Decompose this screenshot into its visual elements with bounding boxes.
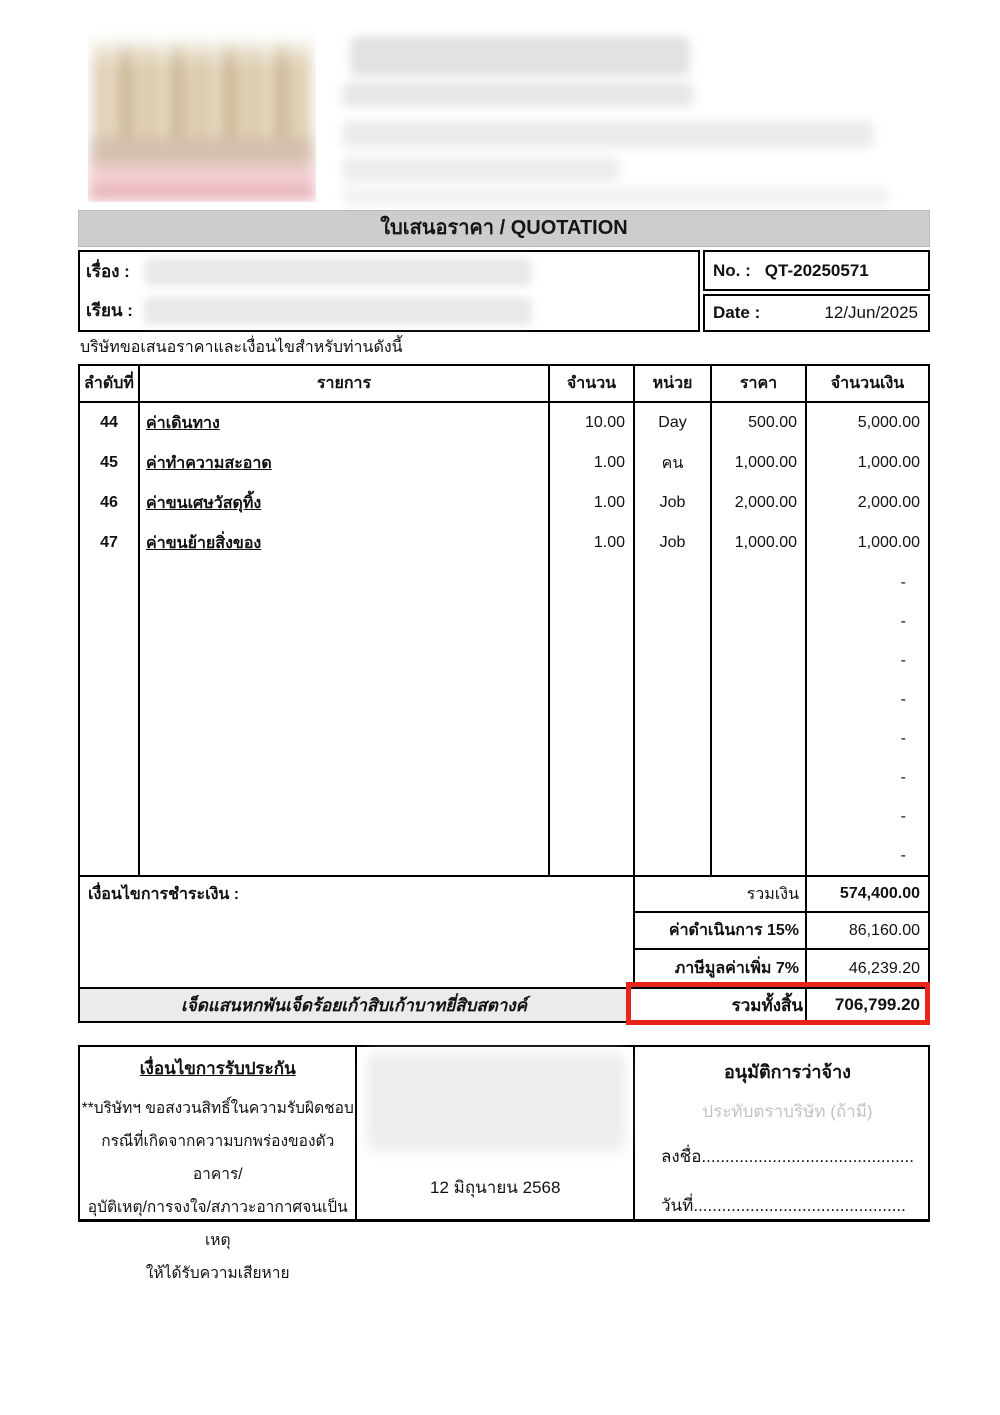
signature-box: [357, 1047, 634, 1219]
quotation-number-value: QT-20250571: [764, 260, 869, 280]
col-header-qty: จำนวน: [550, 366, 635, 401]
subject-value-redacted: [144, 258, 532, 286]
warranty-box: [80, 1047, 357, 1282]
warranty-line: อุบัติเหตุ/การจงใจ/สภาวะอากาศจนเป็นเหตุ: [87, 1199, 348, 1249]
table-row-empty: [80, 719, 928, 758]
empty-amount-dash: -: [900, 846, 906, 864]
empty-amount-dash: -: [900, 690, 906, 708]
vat-value: 46,239.20: [848, 959, 920, 977]
empty-amount-dash: -: [900, 729, 906, 747]
signature-date: 12 มิถุนายน 2568: [430, 1178, 561, 1197]
col-header-unit: หน่วย: [635, 366, 712, 401]
table-row: [80, 403, 928, 443]
subject-row: [80, 252, 698, 291]
warranty-line: ให้ได้รับความเสียหาย: [145, 1265, 290, 1282]
table-row-empty: [80, 758, 928, 797]
company-contact-redacted: [342, 157, 620, 182]
operation-fee-value: 86,160.00: [807, 913, 928, 950]
table-row: [80, 443, 928, 483]
grand-total-label: รวมทั้งสิ้น: [630, 989, 807, 1021]
row-amount: 1,000.00: [857, 454, 920, 471]
quotation-number-label: No. :: [713, 260, 751, 280]
warranty-line: **บริษัทฯ ขอสงวนสิทธิ์ในความรับผิดชอบ: [81, 1100, 354, 1117]
warranty-line: กรณีที่เกิดจากความบกพร่องของตัวอาคาร/: [101, 1133, 335, 1183]
col-header-amount: จำนวนเงิน: [830, 375, 905, 392]
company-stamp-hint: ประทับตราบริษัท (ถ้ามี): [702, 1102, 873, 1121]
row-item: ค่าขนเศษวัสดุทิ้ง: [140, 483, 550, 523]
row-amount: 1,000.00: [857, 534, 920, 551]
col-header-index: ลำดับที่: [80, 366, 140, 401]
table-body: [80, 403, 928, 875]
table-row: [80, 483, 928, 523]
table-row-empty: [80, 602, 928, 641]
row-qty: 1.00: [550, 483, 635, 523]
table-row-empty: [80, 836, 928, 875]
row-unit: คน: [635, 443, 712, 483]
company-name-redacted: [350, 36, 690, 76]
row-amount: 2,000.00: [857, 494, 920, 511]
header-subject-box: [78, 250, 700, 332]
signature-redacted: [367, 1053, 625, 1151]
row-index: 47: [80, 523, 140, 563]
row-qty: 1.00: [550, 443, 635, 483]
table-row-empty: [80, 680, 928, 719]
table-row-empty: [80, 641, 928, 680]
row-item: ค่าเดินทาง: [140, 403, 550, 443]
operation-fee-label: ค่าดำเนินการ 15%: [635, 913, 807, 950]
row-price: 500.00: [712, 403, 807, 443]
company-info-line-redacted: [342, 82, 694, 107]
approval-date-line: วันที่.............................................: [660, 1196, 906, 1215]
quotation-date-box: [703, 294, 930, 332]
row-unit: Day: [635, 403, 712, 443]
document-title: ใบเสนอราคา / QUOTATION: [78, 210, 930, 247]
empty-amount-dash: -: [900, 573, 906, 591]
row-item: ค่าทำความสะอาด: [140, 443, 550, 483]
company-address-redacted: [342, 121, 874, 148]
quotation-date-label: Date :: [713, 303, 761, 322]
subtotal-value: 574,400.00: [807, 877, 928, 913]
row-qty: 10.00: [550, 403, 635, 443]
table-row-empty: [80, 797, 928, 836]
subtotal-label: รวมเงิน: [635, 877, 807, 913]
quotation-date-value: 12/Jun/2025: [824, 303, 918, 322]
attention-value-redacted: [144, 297, 532, 325]
col-header-price: ราคา: [712, 366, 807, 401]
row-unit: Job: [635, 523, 712, 563]
row-item: ค่าขนย้ายสิ่งของ: [140, 523, 550, 563]
approval-sign-line: ลงชื่อ.............................................: [660, 1147, 914, 1166]
grand-total-row: [80, 987, 928, 1021]
company-logo-blur: [88, 28, 316, 202]
table-row: [80, 523, 928, 563]
empty-amount-dash: -: [900, 768, 906, 786]
row-index: 44: [80, 403, 140, 443]
warranty-title: เงื่อนไขการรับประกัน: [139, 1059, 296, 1078]
row-price: 1,000.00: [712, 523, 807, 563]
row-unit: Job: [635, 483, 712, 523]
row-index: 45: [80, 443, 140, 483]
vat-label: ภาษีมูลค่าเพิ่ม 7%: [635, 950, 807, 987]
quotation-table: [78, 364, 930, 1023]
payment-terms-label: เงื่อนไขการชำระเงิน :: [80, 877, 635, 987]
empty-amount-dash: -: [900, 807, 906, 825]
intro-line: บริษัทขอเสนอราคาและเงื่อนไขสำหรับท่านดังนี้: [80, 339, 403, 356]
subject-label: เรื่อง :: [86, 262, 130, 281]
company-taxid-redacted: [342, 187, 890, 205]
amount-in-words: เจ็ดแสนหกพันเจ็ดร้อยเก้าสิบเก้าบาทยี่สิบสตางค์: [80, 989, 630, 1021]
approval-box: [635, 1047, 928, 1219]
table-row-empty: [80, 563, 928, 602]
row-amount: 5,000.00: [857, 414, 920, 431]
row-index: 46: [80, 483, 140, 523]
empty-amount-dash: -: [900, 612, 906, 630]
approval-title: อนุมัติการว่าจ้าง: [723, 1062, 851, 1082]
footer-section: [78, 1045, 930, 1282]
empty-amount-dash: -: [900, 651, 906, 669]
company-logo-redacted: [88, 28, 316, 202]
attention-row: [80, 291, 698, 330]
attention-label: เรียน :: [86, 301, 133, 320]
table-header-row: [80, 366, 928, 403]
totals-section: [80, 875, 928, 987]
grand-total-value: 706,799.20: [834, 995, 920, 1014]
row-price: 2,000.00: [712, 483, 807, 523]
row-qty: 1.00: [550, 523, 635, 563]
quotation-number-box: [703, 250, 930, 291]
row-price: 1,000.00: [712, 443, 807, 483]
col-header-item: รายการ: [140, 366, 550, 401]
